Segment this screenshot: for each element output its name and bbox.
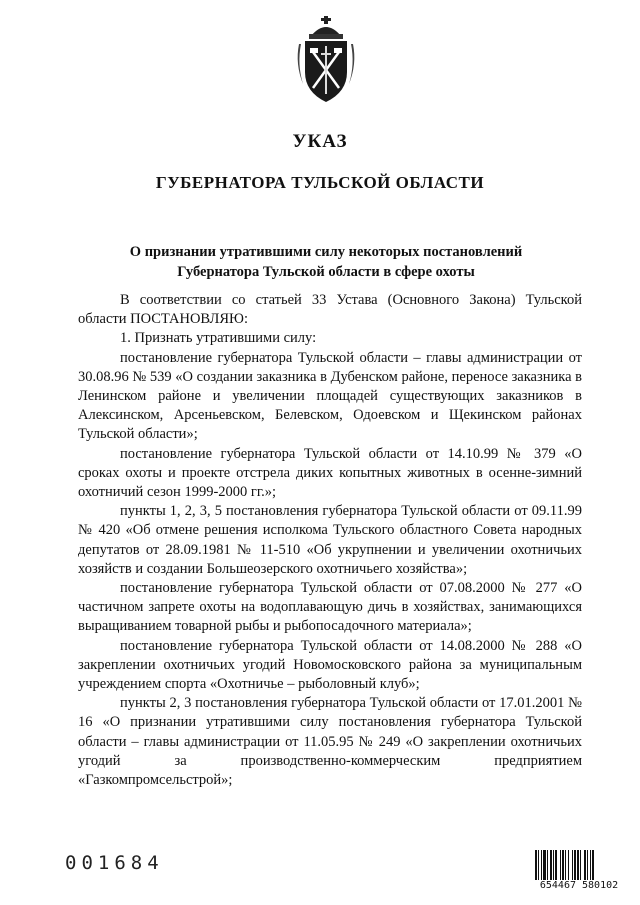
barcode-bar xyxy=(547,850,548,880)
coat-of-arms-icon xyxy=(291,14,361,104)
barcode-number: 654467 580102 xyxy=(539,880,619,891)
barcode-bar xyxy=(574,850,576,880)
barcode-bar xyxy=(562,850,564,880)
document-number: 001684 xyxy=(65,852,164,874)
document-subtitle: ГУБЕРНАТОРА ТУЛЬСКОЙ ОБЛАСТИ xyxy=(155,173,485,192)
barcode-bar xyxy=(550,850,552,880)
barcode-bar xyxy=(541,850,542,880)
paragraph-preamble: В соответствии со статьей 33 Устава (Основного Закона) Тульской области ПОСТАНОВЛЯЮ: xyxy=(78,292,582,328)
barcode-bar xyxy=(587,850,588,880)
barcode-bar xyxy=(580,850,581,880)
barcode-icon xyxy=(535,850,623,880)
subject-line-2: Губернатора Тульской области в сфере охоты xyxy=(177,263,475,280)
barcode-bar xyxy=(538,850,539,880)
paragraph-resolution-288: постановление губернатора Тульской области от 14.08.2000 № 288 «О закреплении охотничьих угодий Новомосковского района за муниципальным учреждением спорта «Охотничье – рыболовный клуб»; xyxy=(78,637,582,693)
barcode-bar xyxy=(553,850,554,880)
paragraph-resolution-379: постановление губернатора Тульской области от 14.10.99 № 379 «О сроках охоты и проекте отстрела диких копытных животных в осенне-зимний охотничий сезон 1999-2000 гг.»; xyxy=(78,445,582,501)
barcode-bar xyxy=(560,850,561,880)
paragraph-resolution-16: пункты 2, 3 постановления губернатора Тульской области от 17.01.2001 № 16 «О признании утратившими силу постановления губернатора Тульской области – главы администрации от 11.05.95 № 249 «О закреплении охотничьих угодий за производственно-коммерческим предприятием «Газкомпромсельстрой»; xyxy=(78,695,582,789)
paragraph-resolution-420: пункты 1, 2, 3, 5 постановления губернатора Тульской области от 09.11.99 № 420 «Об отмене решения исполкома Тульского областного Совета народных депутатов от 28.09.1981 № 11-510 «Об укрупнении и увеличении охотничьих хозяйств и создании Большеозерского охотничьего хозяйства»; xyxy=(78,503,582,577)
barcode-bar xyxy=(555,850,557,880)
barcode-bar xyxy=(572,850,573,880)
barcode-bar xyxy=(590,850,591,880)
barcode-bar xyxy=(584,850,586,880)
document-body xyxy=(78,291,582,790)
paragraph-resolution-539: постановление губернатора Тульской области – главы администрации от 30.08.96 № 539 «О создании заказника в Дубенском районе, переносе заказника в Ленинском районе и увеличении площадей существующих заказников в Алексинском, Арсеньевском, Белевском, Одоевском и Щекинском районах Тульской области»; xyxy=(78,349,582,443)
paragraph-resolution-277: постановление губернатора Тульской области от 07.08.2000 № 277 «О частичном запрете охоты на водоплавающую дичь в хозяйствах, занимающихся выращиванием товарной рыбы и рыбопосадочного материала»; xyxy=(78,580,582,635)
barcode-bar xyxy=(543,850,546,880)
subject-line-1: О признании утратившими силу некоторых постановлений xyxy=(129,244,523,260)
barcode-bar xyxy=(565,850,566,880)
document-subject xyxy=(100,243,552,282)
paragraph-item-1: 1. Признать утратившими силу: xyxy=(120,330,317,347)
barcode-bar xyxy=(535,850,537,880)
document-title: УКАЗ xyxy=(292,131,348,152)
barcode-bar xyxy=(592,850,594,880)
barcode-bar xyxy=(568,850,569,880)
barcode-bar xyxy=(577,850,579,880)
